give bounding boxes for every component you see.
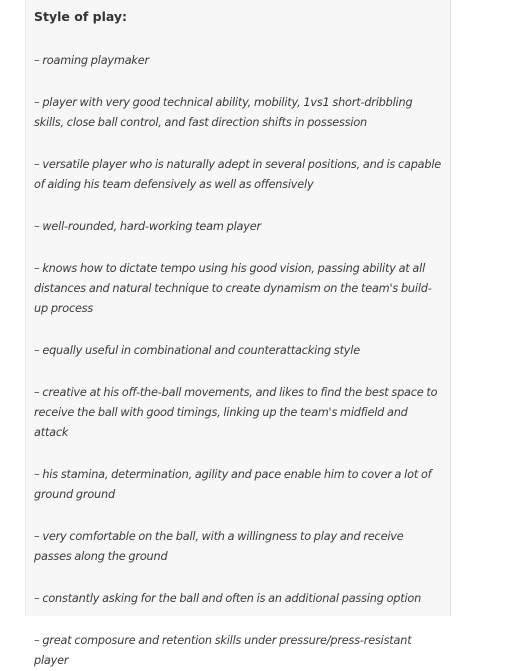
list-item: – constantly asking for the ball and often is an additional passing option: [34, 592, 422, 605]
list-item: – his stamina, determination, agility and pace enable him to cover a lot of ground ground: [34, 468, 432, 501]
list-item: – creative at his off-the-ball movements, and likes to find the best space to receive the ball with good timings, linking up the team's midfield and attack: [34, 386, 438, 439]
list-item: – very comfortable on the ball, with a willingness to play and receive passes along the ground: [34, 530, 404, 563]
list-item: – well-rounded, hard-working team player: [34, 220, 261, 233]
list-item: – great composure and retention skills under pressure/press-resistant player: [34, 634, 412, 667]
list-item: – equally useful in combinational and counterattacking style: [34, 344, 360, 357]
list-item: – versatile player who is naturally adept in several positions, and is capable of aiding his team defensively as well as offensively: [34, 158, 442, 191]
list-item: – knows how to dictate tempo using his good vision, passing ability at all distances and natural technique to create dynamism on the team's build-up process: [34, 262, 432, 315]
section-heading: Style of play:: [34, 9, 128, 24]
article-body: [25, 0, 451, 667]
list-item: – player with very good technical ability, mobility, 1vs1 short-dribbling skills, close ball control, and fast direction shifts in possession: [34, 96, 413, 129]
list-item: – roaming playmaker: [34, 54, 149, 67]
